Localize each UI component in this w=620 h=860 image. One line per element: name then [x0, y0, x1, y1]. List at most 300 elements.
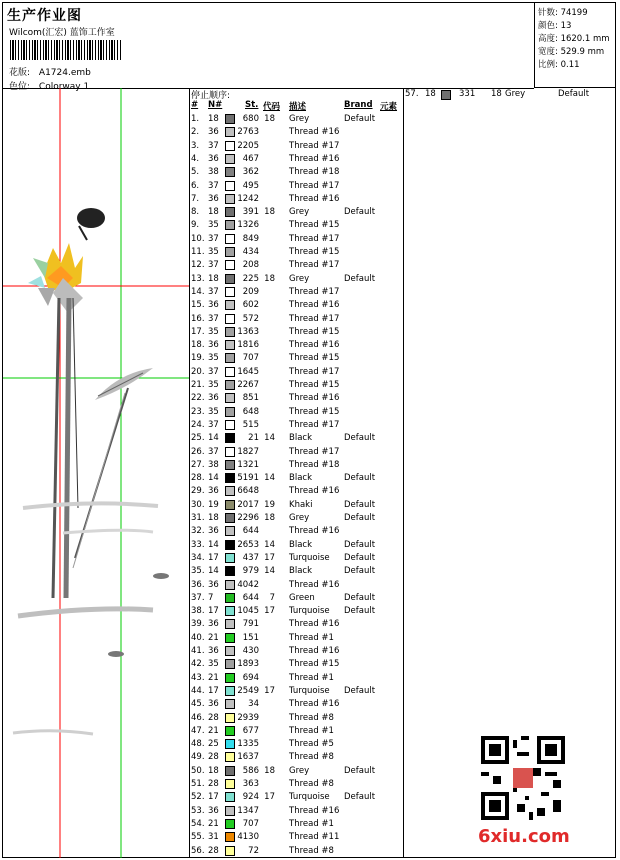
row-desc: Thread #16 [289, 805, 340, 816]
row-desc: Khaki [289, 499, 313, 510]
row-code: 17 [264, 685, 275, 696]
row-stitches: 208 [242, 260, 259, 271]
watermark: 6xiu.com [478, 826, 570, 847]
row-num: 5. [191, 167, 200, 178]
row-num: 55. [191, 832, 205, 843]
row-stitches: 151 [242, 632, 259, 643]
row-desc: Turquoise [289, 606, 330, 617]
row-stitches: 1242 [237, 193, 259, 204]
color-swatch [225, 752, 235, 762]
color-swatch [225, 234, 235, 244]
row-stitches: 707 [242, 353, 259, 364]
row-code: 18 [264, 207, 275, 218]
row-num: 32. [191, 526, 205, 537]
row-num: 43. [191, 672, 205, 683]
color-swatch [225, 207, 235, 217]
row-stitches: 851 [242, 393, 259, 404]
row-needle: 36 [208, 486, 219, 497]
row-stitches: 430 [242, 646, 259, 656]
row-num: 17. [191, 326, 205, 337]
row-num: 42. [191, 659, 205, 670]
table-row [189, 485, 403, 498]
row-needle: 37 [208, 260, 219, 271]
table-row [189, 592, 403, 605]
row-desc: Thread #15 [289, 326, 340, 337]
stats-panel [534, 3, 616, 88]
row-num: 2. [191, 127, 200, 138]
company-name: Wilcom(汇宏) 蓝饰工作室 [9, 28, 115, 38]
row-desc: Thread #15 [289, 220, 340, 231]
stop-sequence-panel [189, 88, 404, 858]
row-needle: 35 [208, 353, 219, 364]
col-header-element: 元素 [380, 102, 398, 112]
row-num: 22. [191, 393, 205, 404]
color-swatch [225, 500, 235, 510]
row-desc: Grey [289, 513, 310, 523]
row-num: 10. [191, 233, 205, 244]
row-num: 40. [191, 632, 205, 643]
table-row [189, 153, 403, 166]
color-swatch [225, 739, 235, 749]
row-brand: Default [344, 566, 376, 577]
row-stitches: 6648 [237, 486, 259, 497]
col-header-needle: N# [208, 100, 223, 110]
color-swatch [225, 300, 235, 310]
row-desc: Thread #17 [289, 366, 340, 377]
row-num: 23. [191, 406, 205, 417]
table-row [405, 89, 615, 101]
row-brand: Default [344, 499, 376, 510]
table-row [189, 685, 403, 698]
table-row [189, 618, 403, 631]
color-swatch [225, 154, 235, 164]
row-needle: 36 [208, 393, 219, 404]
row-stitches: 363 [242, 779, 259, 789]
row-needle: 18 [208, 207, 219, 218]
row-num: 20. [191, 366, 205, 377]
color-swatch [225, 819, 235, 829]
row-needle: 17 [208, 606, 219, 617]
row-brand: Default [344, 792, 376, 803]
color-swatch [225, 141, 235, 151]
color-swatch [225, 420, 235, 430]
row-brand: Default [344, 606, 376, 617]
table-row [189, 725, 403, 738]
row-num: 45. [191, 699, 205, 710]
row-stitches: 34 [248, 699, 259, 710]
row-needle: 36 [208, 805, 219, 816]
row-stitches: 209 [242, 286, 259, 297]
table-row [189, 472, 403, 485]
row-desc: Grey [289, 114, 310, 124]
row-needle: 17 [208, 685, 219, 696]
row-stitches: 2653 [237, 539, 259, 550]
row-desc: Thread #11 [289, 832, 340, 843]
row-code: 17 [264, 606, 275, 617]
row-needle: 17 [208, 552, 219, 563]
row-desc: Thread #1 [289, 632, 334, 643]
row-desc: Thread #17 [289, 313, 340, 324]
row-num: 39. [191, 619, 205, 630]
color-swatch [225, 806, 235, 816]
row-needle: 14 [208, 473, 219, 484]
row-desc: Thread #8 [289, 752, 334, 763]
row-desc: Turquoise [289, 792, 330, 803]
colorway-label: 色位: [9, 82, 31, 92]
col-header-brand: Brand [344, 100, 373, 110]
color-swatch [225, 407, 235, 417]
color-swatch [225, 526, 235, 536]
row-desc: Thread #1 [289, 725, 334, 736]
table-row [189, 219, 403, 232]
table-row [189, 499, 403, 512]
row-code: 19 [264, 499, 275, 510]
row-desc: Thread #1 [289, 672, 334, 683]
row-needle: 18 [208, 765, 219, 776]
color-swatch [225, 846, 235, 856]
row-needle: 25 [208, 739, 219, 750]
row-needle: 19 [208, 499, 219, 510]
row-num: 57. [405, 89, 419, 99]
colorway-value: Colorway 1 [38, 82, 90, 92]
color-swatch [225, 274, 235, 284]
row-num: 9. [191, 220, 200, 231]
row-num: 49. [191, 752, 205, 763]
row-needle: 36 [208, 340, 219, 351]
row-stitches: 849 [242, 233, 259, 244]
row-num: 3. [191, 140, 200, 151]
color-swatch [225, 393, 235, 403]
color-swatch [225, 580, 235, 590]
row-desc: Thread #15 [289, 353, 340, 364]
row-brand: Default [344, 685, 376, 696]
table-row [189, 446, 403, 459]
row-needle: 35 [208, 220, 219, 231]
row-stitches: 331 [459, 89, 476, 99]
row-needle: 37 [208, 180, 219, 191]
row-stitches: 572 [242, 313, 259, 324]
table-row [189, 845, 403, 858]
row-desc: Black [289, 539, 312, 550]
row-stitches: 437 [242, 552, 259, 563]
row-desc: Thread #16 [289, 619, 340, 630]
color-swatch [225, 699, 235, 709]
row-code: 14 [264, 566, 275, 577]
row-stitches: 21 [248, 433, 259, 444]
row-needle: 37 [208, 140, 219, 151]
row-num: 53. [191, 805, 205, 816]
row-needle: 21 [208, 672, 219, 683]
color-swatch [225, 287, 235, 297]
row-num: 34. [191, 552, 205, 563]
row-num: 47. [191, 725, 205, 736]
row-stitches: 5191 [237, 473, 259, 484]
row-desc: Thread #8 [289, 779, 334, 789]
row-stitches: 2205 [237, 140, 259, 151]
table-row [189, 233, 403, 246]
table-row [189, 818, 403, 831]
color-swatch [225, 327, 235, 337]
table-row [189, 299, 403, 312]
design-line [9, 65, 91, 78]
stat-width: 宽度: 529.9 mm [538, 47, 605, 57]
table-row [189, 419, 403, 432]
row-needle: 18 [208, 273, 219, 284]
row-brand: Default [344, 592, 376, 603]
row-needle: 14 [208, 539, 219, 550]
row-needle: 28 [208, 779, 219, 789]
row-desc: Thread #16 [289, 526, 340, 537]
row-num: 15. [191, 300, 205, 311]
row-stitches: 225 [242, 273, 259, 284]
table-row [189, 831, 403, 844]
table-row [189, 180, 403, 193]
row-brand: Default [558, 89, 590, 99]
row-brand: Default [344, 765, 376, 776]
col-header-code: 代码 [263, 102, 281, 112]
stat-stitches: 针数: 74199 [538, 8, 588, 18]
row-stitches: 1335 [237, 739, 259, 750]
row-num: 28. [191, 473, 205, 484]
col-header-stitches: St. [245, 100, 259, 110]
row-stitches: 979 [242, 566, 259, 577]
row-desc: Turquoise [289, 552, 330, 563]
row-desc: Thread #16 [289, 579, 340, 590]
row-num: 31. [191, 513, 205, 523]
table-row [189, 392, 403, 405]
row-desc: Thread #5 [289, 739, 334, 750]
row-desc: Thread #17 [289, 180, 340, 191]
table-row [189, 366, 403, 379]
row-needle: 35 [208, 406, 219, 417]
row-stitches: 391 [242, 207, 259, 218]
row-num: 46. [191, 712, 205, 723]
row-stitches: 2763 [237, 127, 259, 138]
row-needle: 18 [425, 89, 436, 99]
row-stitches: 2939 [237, 712, 259, 723]
color-swatch [225, 194, 235, 204]
row-num: 26. [191, 446, 205, 457]
row-num: 18. [191, 340, 205, 351]
row-brand: Default [344, 273, 376, 284]
row-needle: 36 [208, 619, 219, 630]
row-stitches: 515 [242, 419, 259, 430]
row-num: 27. [191, 459, 205, 470]
row-brand: Default [344, 539, 376, 550]
row-needle: 31 [208, 832, 219, 843]
row-stitches: 1363 [237, 326, 259, 337]
row-desc: Thread #15 [289, 380, 340, 390]
row-brand: Default [344, 473, 376, 484]
row-brand: Default [344, 114, 376, 124]
row-desc: Green [289, 592, 315, 603]
row-num: 24. [191, 419, 205, 430]
table-row [189, 539, 403, 552]
row-desc: Thread #17 [289, 233, 340, 244]
design-value: A1724.emb [38, 68, 91, 78]
row-desc: Thread #18 [289, 459, 340, 470]
row-num: 29. [191, 486, 205, 497]
row-stitches: 1637 [237, 752, 259, 763]
color-swatch [225, 832, 235, 842]
row-needle: 37 [208, 286, 219, 297]
barcode [10, 40, 122, 60]
color-swatch [225, 473, 235, 483]
row-num: 4. [191, 153, 200, 164]
row-stitches: 2017 [237, 499, 259, 510]
page-title: 生产作业图 [7, 8, 82, 24]
row-code: 14 [264, 473, 275, 484]
row-needle: 28 [208, 845, 219, 856]
row-num: 7. [191, 193, 200, 204]
row-stitches: 72 [248, 845, 259, 856]
color-swatch [225, 460, 235, 470]
row-desc: Thread #17 [289, 260, 340, 271]
table-row [189, 512, 403, 525]
row-needle: 37 [208, 446, 219, 457]
lotus-embroidery-preview [3, 88, 189, 858]
row-needle: 35 [208, 659, 219, 670]
row-needle: 21 [208, 632, 219, 643]
qr-code [481, 736, 565, 820]
table-row [189, 259, 403, 272]
row-needle: 21 [208, 725, 219, 736]
row-needle: 36 [208, 646, 219, 656]
row-needle: 36 [208, 300, 219, 311]
table-row [189, 672, 403, 685]
row-num: 56. [191, 845, 205, 856]
row-num: 37. [191, 592, 205, 603]
row-desc: Turquoise [289, 685, 330, 696]
row-stitches: 2549 [237, 685, 259, 696]
row-num: 13. [191, 273, 205, 284]
row-needle: 7 [208, 592, 214, 603]
stat-colors: 颜色: 13 [538, 21, 572, 31]
row-stitches: 924 [242, 792, 259, 803]
row-stitches: 707 [242, 818, 259, 829]
row-needle: 18 [208, 513, 219, 523]
row-code: 14 [264, 539, 275, 550]
table-row [189, 313, 403, 326]
row-stitches: 4130 [237, 832, 259, 843]
table-row [189, 738, 403, 751]
color-swatch [225, 659, 235, 669]
row-desc: Thread #16 [289, 699, 340, 710]
row-stitches: 1347 [237, 805, 259, 816]
row-desc: Thread #17 [289, 446, 340, 457]
row-needle: 37 [208, 366, 219, 377]
row-needle: 21 [208, 818, 219, 829]
color-swatch [441, 90, 451, 100]
table-row [189, 206, 403, 219]
sequence-title: 停止顺序: [191, 91, 231, 101]
row-desc: Thread #15 [289, 406, 340, 417]
color-swatch [225, 726, 235, 736]
table-row [189, 166, 403, 179]
color-swatch [225, 779, 235, 789]
stat-scale: 比例: 0.11 [538, 60, 580, 70]
table-row [189, 751, 403, 764]
row-code: 18 [264, 273, 275, 284]
color-swatch [225, 260, 235, 270]
row-needle: 38 [208, 459, 219, 470]
color-swatch [225, 619, 235, 629]
color-swatch [225, 447, 235, 457]
row-stitches: 644 [242, 526, 259, 537]
table-row [189, 140, 403, 153]
row-num: 52. [191, 792, 205, 803]
row-stitches: 677 [242, 725, 259, 736]
row-num: 36. [191, 579, 205, 590]
table-row [189, 579, 403, 592]
row-num: 12. [191, 260, 205, 271]
col-header-desc: 描述 [289, 102, 307, 112]
color-swatch [225, 566, 235, 576]
row-num: 1. [191, 114, 200, 124]
row-num: 33. [191, 539, 205, 550]
row-needle: 36 [208, 526, 219, 537]
row-code: 18 [491, 89, 502, 99]
color-swatch [225, 606, 235, 616]
row-num: 11. [191, 247, 205, 257]
color-swatch [225, 353, 235, 363]
design-preview [3, 88, 190, 858]
row-code: 18 [264, 765, 275, 776]
row-needle: 14 [208, 433, 219, 444]
color-swatch [225, 380, 235, 390]
row-num: 41. [191, 646, 205, 656]
row-stitches: 1893 [237, 659, 259, 670]
col-header-num: # [191, 100, 199, 110]
row-stitches: 1326 [237, 220, 259, 231]
table-row [189, 605, 403, 618]
row-num: 54. [191, 818, 205, 829]
table-row [189, 286, 403, 299]
header [3, 3, 534, 92]
table-row [189, 326, 403, 339]
row-desc: Black [289, 473, 312, 484]
row-needle: 36 [208, 193, 219, 204]
row-desc: Thread #1 [289, 818, 334, 829]
row-stitches: 4042 [237, 579, 259, 590]
row-needle: 37 [208, 419, 219, 430]
row-needle: 38 [208, 167, 219, 178]
row-stitches: 791 [242, 619, 259, 630]
row-desc: Thread #18 [289, 167, 340, 178]
row-num: 50. [191, 765, 205, 776]
row-desc: Thread #16 [289, 393, 340, 404]
row-num: 35. [191, 566, 205, 577]
row-needle: 35 [208, 380, 219, 390]
row-stitches: 1645 [237, 366, 259, 377]
row-stitches: 1827 [237, 446, 259, 457]
row-needle: 37 [208, 233, 219, 244]
row-stitches: 434 [242, 247, 259, 257]
row-stitches: 1816 [237, 340, 259, 351]
color-swatch [225, 686, 235, 696]
row-desc: Thread #8 [289, 712, 334, 723]
row-needle: 35 [208, 247, 219, 257]
row-desc: Thread #15 [289, 659, 340, 670]
row-stitches: 644 [242, 592, 259, 603]
row-stitches: 694 [242, 672, 259, 683]
table-row [189, 459, 403, 472]
table-row [189, 565, 403, 578]
row-desc: Thread #17 [289, 419, 340, 430]
row-stitches: 495 [242, 180, 259, 191]
row-stitches: 586 [242, 765, 259, 776]
table-row [189, 432, 403, 445]
